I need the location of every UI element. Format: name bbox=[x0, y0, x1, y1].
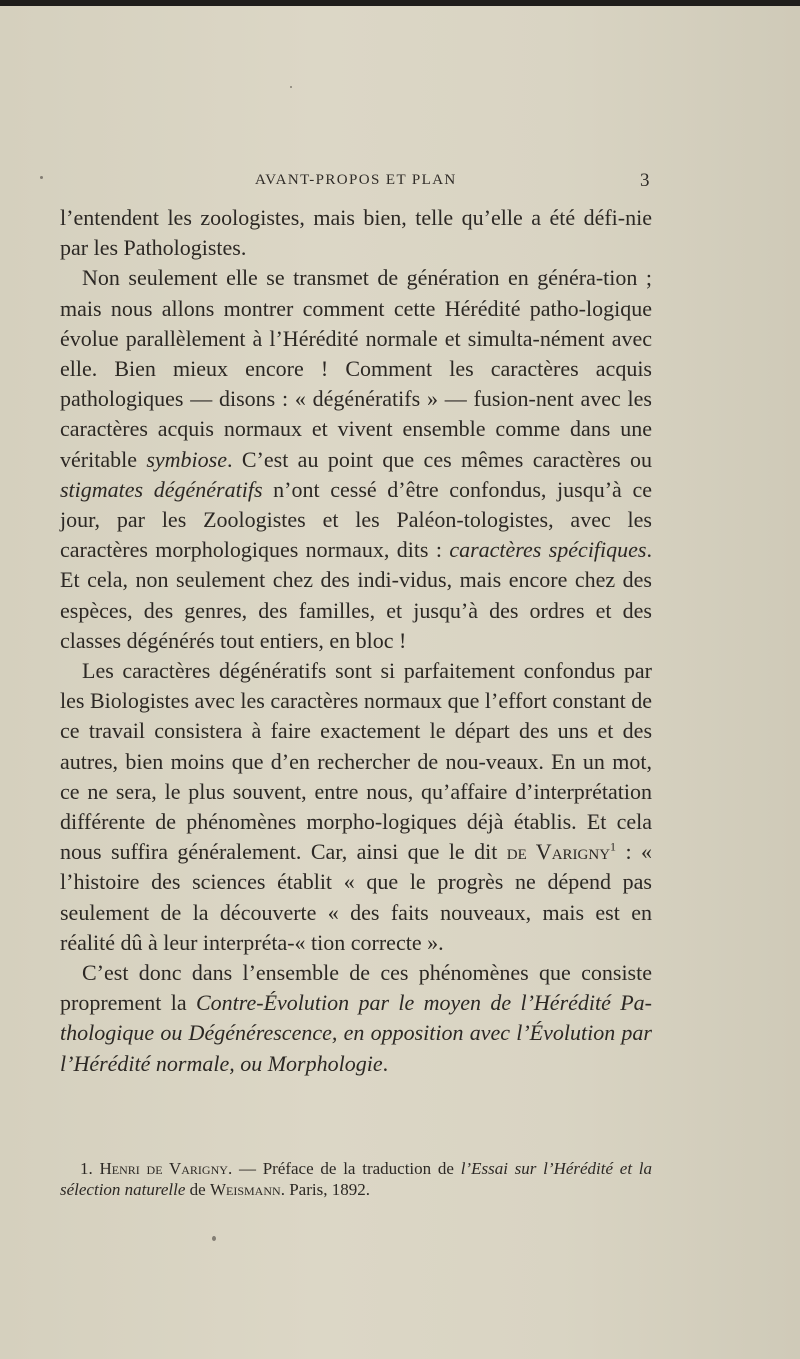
text-run: C’est donc dans l’ensemble de ces phénomènes que consiste proprement la bbox=[60, 960, 652, 1016]
page-header bbox=[0, 172, 800, 196]
paragraph-3 bbox=[60, 656, 652, 958]
text-run: Non seulement elle se transmet de génération en généra-tion ; mais nous allons montrer comment cette Hérédité patho-logique évolue parallèlement à l’Hérédité normale et simulta-nément avec elle. Bien mieux encore ! Comment les caractères acquis pathologiques — disons : « dégénératifs » — fusion-nent avec les caractères acquis normaux et vivent ensemble comme dans une véritable bbox=[60, 265, 652, 472]
text-run: . C’est au point que ces mêmes caractères ou bbox=[227, 446, 652, 472]
ink-speck bbox=[290, 86, 292, 88]
book-title: l’Essai sur l’Hérédité et la sélection naturelle bbox=[60, 1159, 653, 1199]
footnotes bbox=[60, 1158, 652, 1200]
paragraph-4 bbox=[60, 958, 652, 1079]
italic-phrase: Contre-Évolution par le moyen de l’Hérédité Pa-thologique ou Dégénérescence, en opposition avec l’Évolution par l’Hérédité normale, ou Morphologie bbox=[60, 990, 652, 1076]
book-page bbox=[0, 6, 800, 1359]
page-number: 3 bbox=[640, 170, 650, 191]
paragraph-2 bbox=[60, 263, 652, 656]
paragraph-1-text: l’entendent les zoologistes, mais bien, telle qu’elle a été défi-nie par les Pathologistes. bbox=[60, 205, 652, 261]
text-run: . bbox=[382, 1050, 389, 1076]
paragraph-1 bbox=[60, 203, 652, 263]
italic-term: symbiose bbox=[146, 446, 227, 472]
text-run: n’ont cessé d’être confondus, jusqu’à ce jour, par les Zoologistes et les Paléon-tologistes, avec les caractères morphologiques normaux, dits : bbox=[60, 476, 652, 563]
running-head: AVANT-PROPOS ET PLAN bbox=[255, 172, 457, 188]
footnote-ref: 1 bbox=[610, 839, 617, 854]
footnote-author: Henri de Varigny bbox=[99, 1159, 228, 1178]
author-name: de Varigny bbox=[506, 839, 611, 865]
text-run: Les caractères dégénératifs sont si parfaitement confondus par les Biologistes avec les caractères normaux que l’effort constant de ce travail consistera à faire exactement le départ des uns et des autres, bien moins que d’en rechercher de nou-veaux. En un mot, ce ne sera, le plus souvent, entre nous, qu’affaire d’interprétation différente de phénomènes morpho-logiques déjà établis. Et cela nous suffira généralement. Car, ainsi que le dit bbox=[60, 658, 652, 865]
italic-term: caractères spécifiques bbox=[449, 537, 647, 563]
text-run: . Et cela, non seulement chez des indi-vidus, mais encore chez des espèces, des genres, des familles, et jusqu’à des ordres et des classes dégénérés tout entiers, en bloc ! bbox=[60, 537, 652, 653]
text-run: . Paris, 1892. bbox=[280, 1180, 370, 1199]
italic-term: stigmates dégénératifs bbox=[60, 476, 263, 502]
main-text bbox=[60, 203, 652, 1079]
footnote-number: 1. bbox=[80, 1159, 93, 1178]
footnote-1 bbox=[60, 1158, 652, 1200]
text-run: de bbox=[185, 1180, 210, 1199]
footnote-author: Weismann bbox=[209, 1180, 281, 1199]
text-run: : « l’histoire des sciences établit « que le progrès ne dépend pas seulement de la découverte « des faits nouveaux, mais est en réalité dû à leur interpréta-« tion correcte ». bbox=[60, 839, 652, 955]
ink-speck bbox=[212, 1236, 216, 1241]
text-run: . — Préface de la traduction de bbox=[227, 1159, 461, 1178]
